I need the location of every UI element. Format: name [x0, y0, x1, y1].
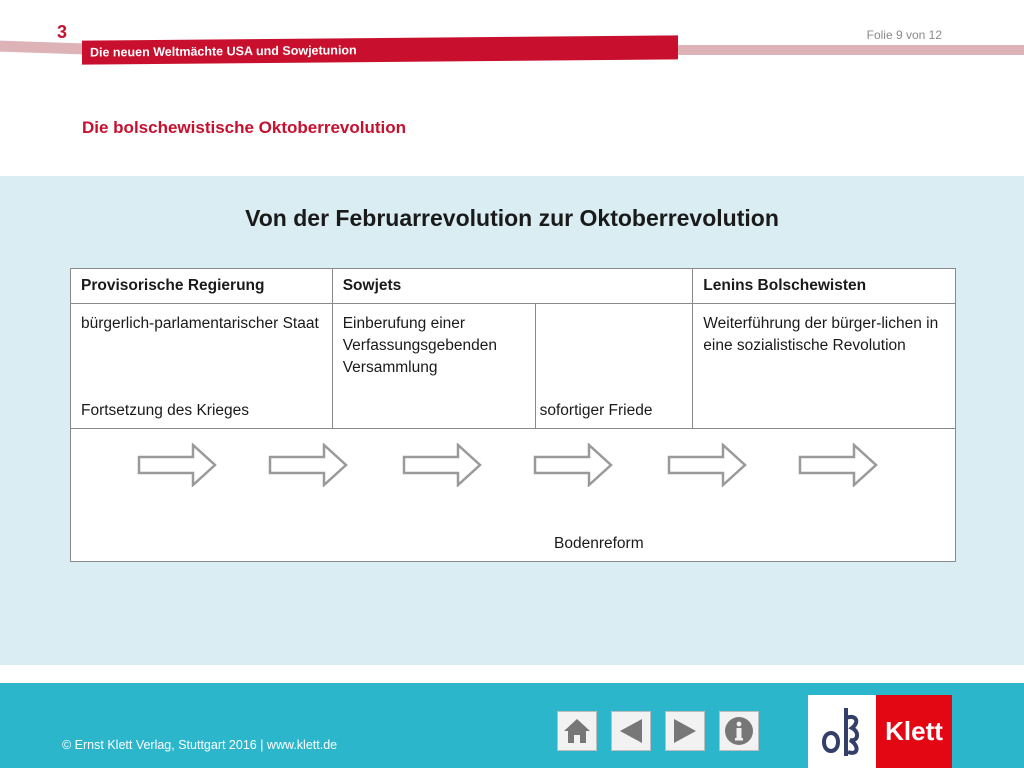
header-band-left	[0, 41, 82, 55]
header-sowjets: Sowjets	[332, 269, 693, 304]
cell-sowjets-friede	[535, 304, 693, 429]
chapter-title: Die neuen Weltmächte USA und Sowjetunion	[90, 43, 357, 60]
arrow-row	[71, 429, 956, 562]
bodenreform-label: Bodenreform	[554, 535, 644, 552]
info-icon	[723, 715, 755, 747]
previous-slide-button[interactable]	[611, 711, 651, 751]
next-slide-button[interactable]	[665, 711, 705, 751]
cell-text-krieg: Fortsetzung des Krieges	[81, 402, 250, 419]
arrow-cell	[71, 429, 956, 562]
revolution-table	[70, 268, 956, 562]
cell-text-revolution: Weiterführung der bürger-lichen in eine sozialistische Revolution	[703, 315, 939, 354]
info-button[interactable]	[719, 711, 759, 751]
arrow-right-icon	[670, 716, 700, 746]
arrow-right-icon	[402, 443, 482, 487]
cell-text-friede: sofortiger Friede	[539, 402, 653, 419]
chapter-title-band	[82, 35, 678, 64]
arrow-left-icon	[616, 716, 646, 746]
slide-subtitle: Die bolschewistische Oktoberrevolution	[82, 118, 407, 137]
header-band-right	[678, 45, 1024, 55]
home-icon	[562, 716, 592, 746]
table-header-row	[71, 269, 956, 304]
klett-logo[interactable]	[808, 695, 952, 768]
chapter-number: 3	[57, 22, 68, 42]
klett-emblem-icon	[808, 695, 876, 768]
cell-text-verfassung: Einberufung einer Verfassungsgebenden Versammlung	[342, 315, 497, 376]
copyright: © Ernst Klett Verlag, Stuttgart 2016 | www.klett.de	[62, 738, 338, 752]
home-button[interactable]	[557, 711, 597, 751]
cell-text-staat: bürgerlich-parlamentarischer Staat	[81, 315, 319, 332]
header-provisorische-regierung: Provisorische Regierung	[71, 269, 333, 304]
arrow-right-icon	[268, 443, 348, 487]
main-heading: Von der Februarrevolution zur Oktoberrevolution	[245, 205, 779, 231]
arrow-right-icon	[137, 443, 217, 487]
arrow-right-icon	[667, 443, 747, 487]
arrow-right-icon	[533, 443, 613, 487]
header-bolschewisten: Lenins Bolschewisten	[693, 269, 956, 304]
cell-bolschewisten	[693, 304, 956, 429]
slide-counter: Folie 9 von 12	[866, 28, 942, 42]
klett-logo-text: Klett	[876, 695, 952, 768]
arrow-right-icon	[798, 443, 878, 487]
cell-provisorische-regierung	[71, 304, 333, 429]
table-body-row	[71, 304, 956, 429]
cell-sowjets-verfassung	[332, 304, 535, 429]
